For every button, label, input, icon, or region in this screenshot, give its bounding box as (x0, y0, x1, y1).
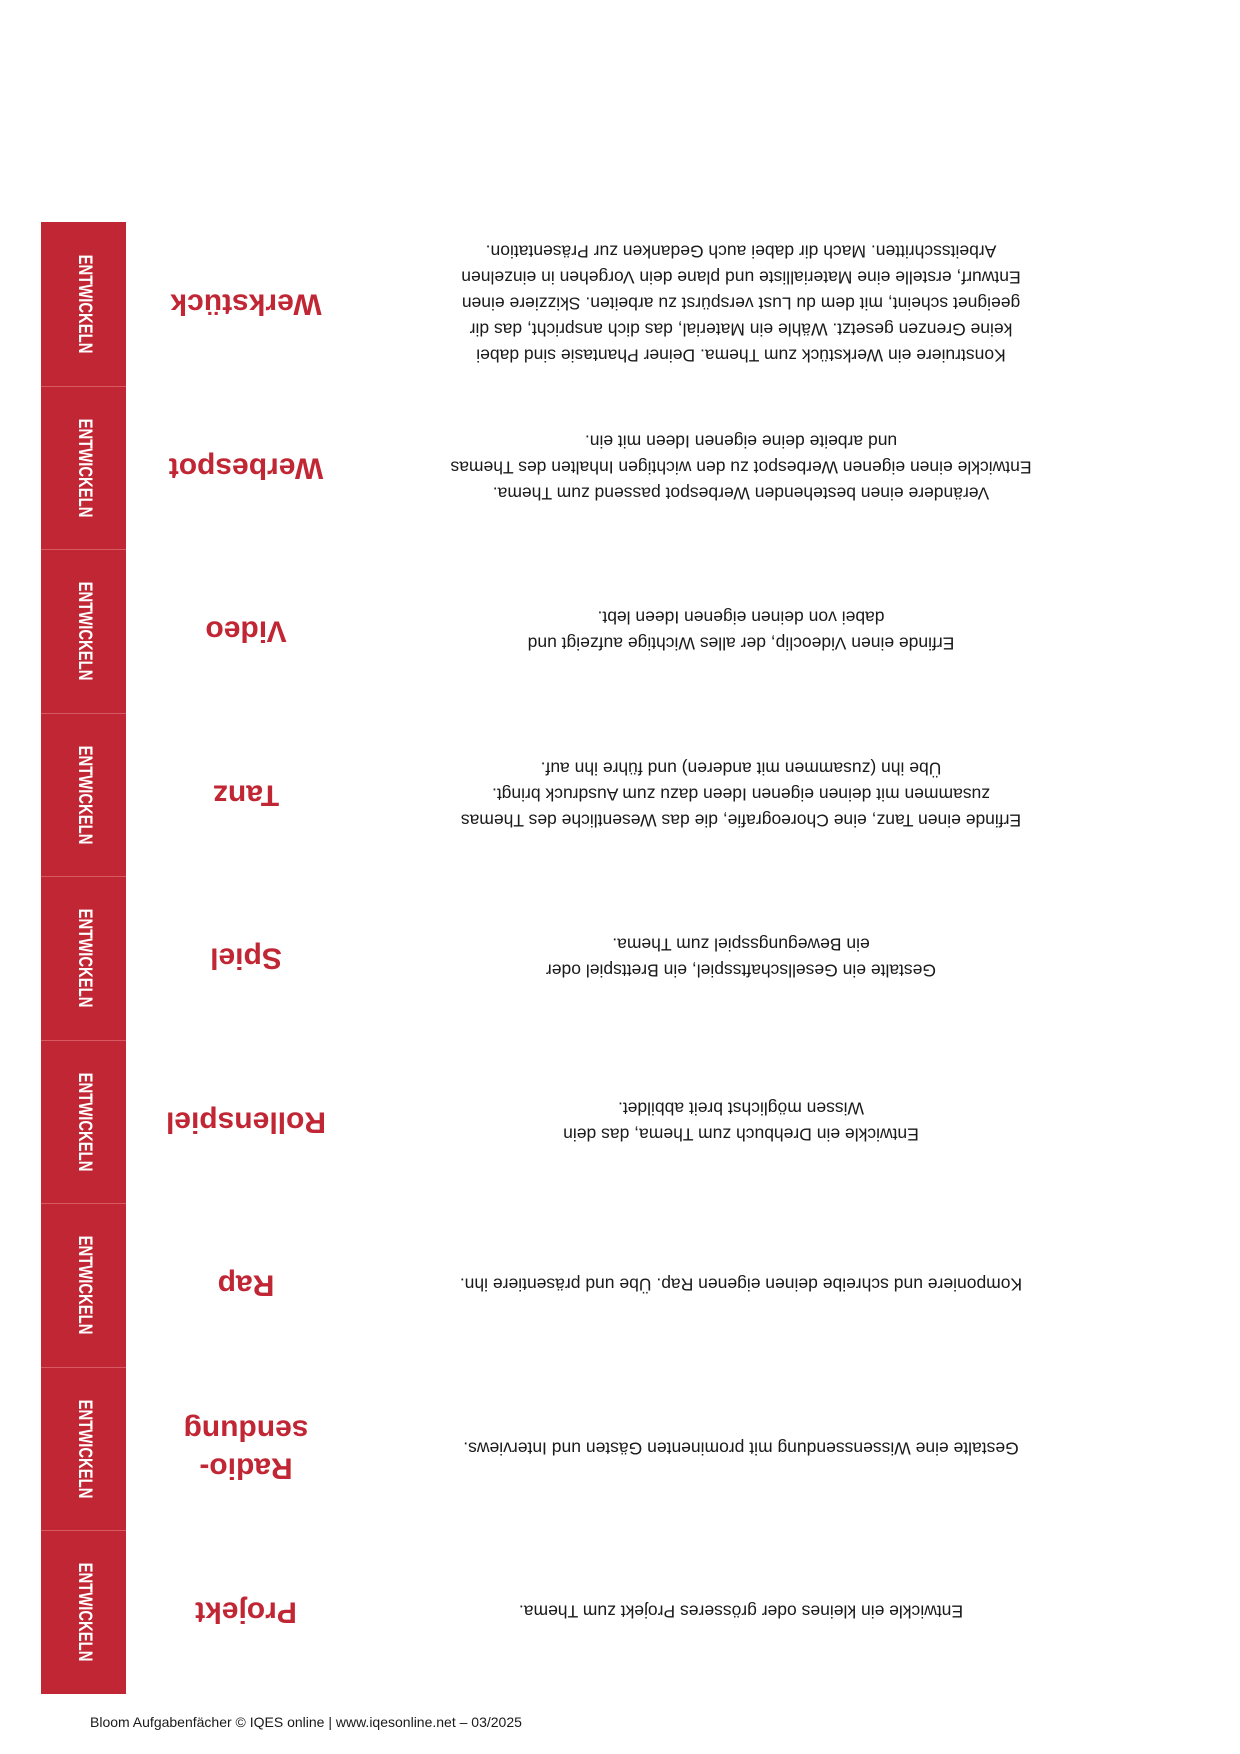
card-title: Rap (217, 1268, 275, 1302)
category-label: ENTWICKELN (73, 1562, 95, 1662)
category-band (41, 222, 126, 386)
card-description: Gestalte eine Wissenssendung mit prominenten Gästen und Interviews. (463, 1438, 1019, 1459)
task-card-werkstueck (41, 222, 1151, 386)
category-band (41, 713, 126, 877)
category-band (41, 549, 126, 713)
task-card-radiosendung (41, 1367, 1151, 1531)
category-label: ENTWICKELN (73, 1235, 95, 1335)
task-card-rollenspiel (41, 1040, 1151, 1204)
card-title: Rollenspiel (165, 1105, 327, 1139)
task-card-video (41, 549, 1151, 713)
card-description: Entwickle ein Drehbuch zum Thema, das dein Wissen möglichst breit abbildet. (563, 1098, 919, 1145)
card-description: Entwickle ein kleines oder grösseres Projekt zum Thema. (518, 1601, 964, 1622)
card-description: Komponiere und schreibe deinen eigenen Rap. Übe und präsentiere ihn. (459, 1274, 1023, 1295)
card-title: Projekt (195, 1595, 297, 1629)
category-label: ENTWICKELN (73, 1399, 95, 1499)
card-title: Werkstück (170, 287, 322, 321)
category-label: ENTWICKELN (73, 908, 95, 1008)
category-band (41, 876, 126, 1040)
task-card-werbespot (41, 386, 1151, 550)
card-description: Konstruiere ein Werkstück zum Thema. Deiner Phantasie sind dabei keine Grenzen gesetzt. Wähle ein Material, das dich anspricht, das dir geeignet scheint, mit dem du Lust verspürst zu arbeiten. Skizziere einen Entwurf, erstelle eine Materialliste und plane dein Vorgehen in einzelnen Arbeitsschritten. Mach dir dabei auch Gedanken zur Präsentation. (461, 241, 1021, 366)
category-label: ENTWICKELN (73, 418, 95, 518)
card-title: Video (205, 614, 287, 648)
task-card-spiel (41, 876, 1151, 1040)
category-band (41, 1203, 126, 1367)
task-card-sheet (41, 222, 1151, 1694)
category-label: ENTWICKELN (73, 254, 95, 354)
footer-copyright: Bloom Aufgabenfächer © IQES online | www.iqesonline.net – 03/2025 (90, 1714, 522, 1730)
category-band (41, 1530, 126, 1694)
card-description: Erfinde einen Videoclip, der alles Wichtige aufzeigt und dabei von deinen eigenen Ideen lebt. (527, 607, 955, 654)
card-description: Verändere einen bestehenden Werbespot passend zum Thema. Entwickle einen eigenen Werbespot zu den wichtigen Inhalten des Themas und arbeite deine eigenen Ideen mit ein. (450, 431, 1032, 504)
card-title: Werbespot (168, 451, 324, 485)
category-band (41, 1367, 126, 1531)
card-description: Erfinde einen Tanz, eine Choreografie, die das Wesentliche des Themas zusammen mit deinen eigenen Ideen dazu zum Ausdruck bringt. Übe ihn (zusammen mit anderen) und führe ihn auf. (460, 758, 1022, 831)
category-band (41, 386, 126, 550)
task-card-rap (41, 1203, 1151, 1367)
card-title: Tanz (212, 778, 280, 812)
category-band (41, 1040, 126, 1204)
task-card-projekt (41, 1530, 1151, 1694)
category-label: ENTWICKELN (73, 1072, 95, 1172)
category-label: ENTWICKELN (73, 745, 95, 845)
card-description: Gestalte ein Gesellschaftsspiel, ein Brettspiel oder ein Bewegungsspiel zum Thema. (545, 934, 937, 981)
card-title: Spiel (210, 941, 282, 975)
card-title: Radio- sendung (183, 1413, 309, 1485)
task-card-tanz (41, 713, 1151, 877)
category-label: ENTWICKELN (73, 581, 95, 681)
